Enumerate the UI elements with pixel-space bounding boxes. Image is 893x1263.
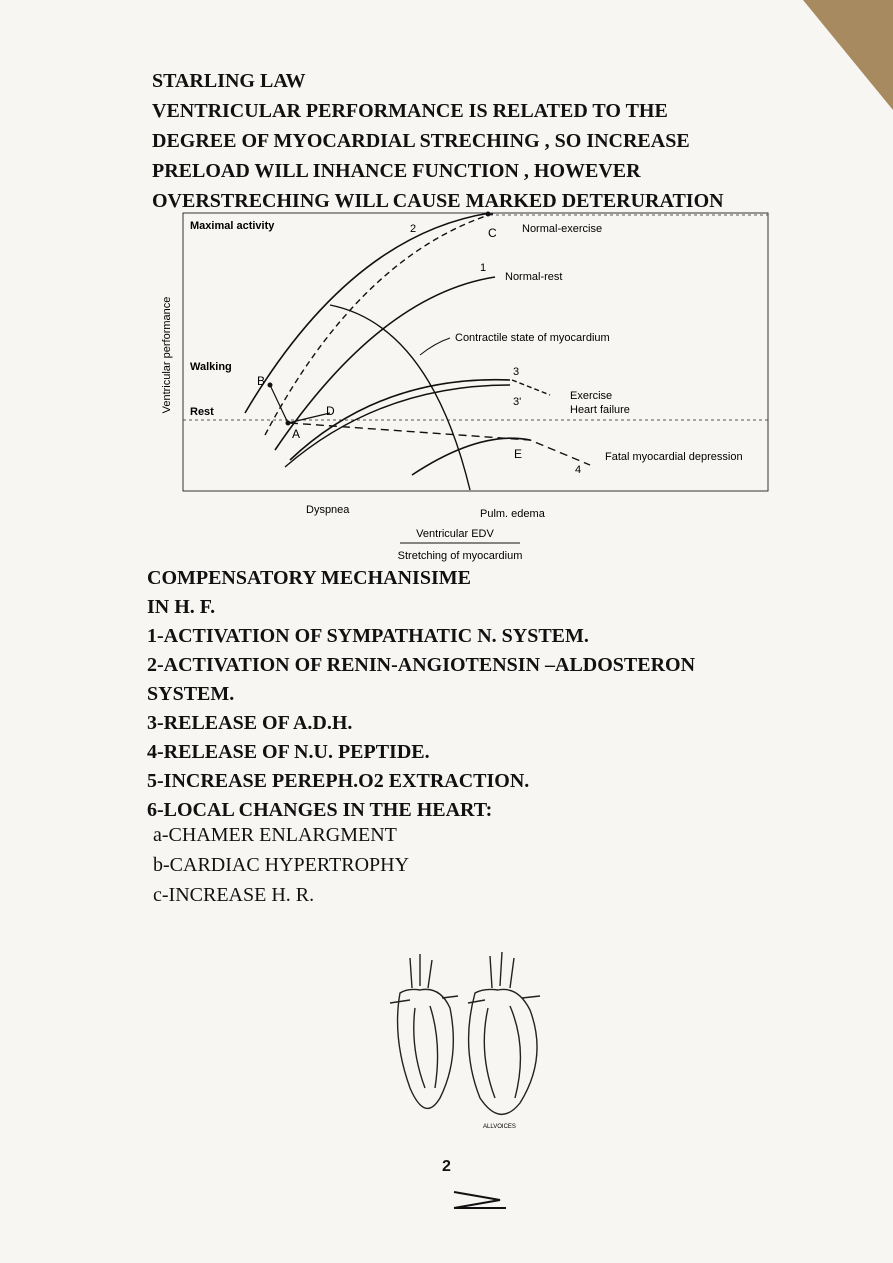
series-label-fatal: Fatal myocardial depression bbox=[605, 451, 743, 463]
point-c-dot bbox=[486, 212, 491, 217]
curve-fatal-depression bbox=[412, 438, 530, 475]
normal-heart-drawing bbox=[390, 954, 458, 1108]
series-number-4: 4 bbox=[575, 464, 582, 476]
curve-exercise-dashed bbox=[512, 380, 550, 395]
heading-line: DEGREE OF MYOCARDIAL STRECHING , SO INCREASE bbox=[152, 130, 690, 152]
compensatory-item: 6-LOCAL CHANGES IN THE HEART: bbox=[147, 799, 493, 821]
point-label-d: D bbox=[326, 404, 335, 418]
compensatory-item: 1-ACTIVATION OF SYMPATHATIC N. SYSTEM. bbox=[147, 625, 589, 647]
series-label-normal-rest: Normal-rest bbox=[505, 271, 563, 283]
contractile-leader bbox=[420, 338, 450, 355]
heading-line: VENTRICULAR PERFORMANCE IS RELATED TO THE bbox=[152, 100, 668, 122]
footer-mark bbox=[450, 1188, 510, 1217]
y-marker-maximal: Maximal activity bbox=[190, 220, 275, 232]
heading-line: STARLING LAW bbox=[152, 70, 306, 92]
cross-arc bbox=[330, 305, 470, 490]
series-number-3prime: 3' bbox=[513, 396, 522, 408]
compensatory-item: 4-RELEASE OF N.U. PEPTIDE. bbox=[147, 741, 430, 763]
series-number-1: 1 bbox=[480, 262, 487, 274]
local-change-item: a-CHAMER ENLARGMENT bbox=[153, 824, 397, 846]
series-number-2: 2 bbox=[410, 223, 417, 235]
image-credit: ALLVOICES bbox=[483, 1124, 516, 1130]
enlarged-heart-drawing bbox=[468, 952, 540, 1114]
point-label-a: A bbox=[292, 427, 301, 441]
point-b-dot bbox=[268, 383, 273, 388]
starling-curve-chart bbox=[150, 205, 770, 565]
page-corner-shadow bbox=[803, 0, 893, 110]
series-number-3: 3 bbox=[513, 366, 520, 378]
curve-heart-failure bbox=[285, 385, 510, 467]
x-tick-dyspnea: Dyspnea bbox=[306, 504, 350, 516]
compensatory-block bbox=[147, 564, 787, 825]
annotation-contractile: Contractile state of myocardium bbox=[455, 332, 610, 344]
plot-frame bbox=[183, 213, 768, 491]
heading-line: PRELOAD WILL INHANCE FUNCTION , HOWEVER bbox=[152, 160, 641, 182]
heading-block bbox=[152, 66, 792, 216]
y-marker-walking: Walking bbox=[190, 361, 232, 373]
heart-illustration bbox=[380, 948, 560, 1133]
point-a-dot bbox=[286, 421, 291, 426]
compensatory-title: COMPENSATORY MECHANISIME bbox=[147, 567, 471, 589]
local-changes-list bbox=[153, 820, 409, 910]
point-label-c: C bbox=[488, 226, 497, 240]
page-number: 2 bbox=[442, 1158, 451, 1175]
series-label-normal-exercise: Normal-exercise bbox=[522, 223, 603, 235]
compensatory-item: 3-RELEASE OF A.D.H. bbox=[147, 712, 353, 734]
x-axis-sublabel: Stretching of myocardium bbox=[397, 550, 523, 562]
compensatory-item: 5-INCREASE PEREPH.O2 EXTRACTION. bbox=[147, 770, 530, 792]
heading-line: OVERSTRECHING WILL CAUSE MARKED DETERURATION bbox=[152, 190, 724, 212]
y-marker-rest: Rest bbox=[190, 406, 214, 418]
compensatory-item: SYSTEM. bbox=[147, 683, 235, 705]
series-label-heart-failure: Heart failure bbox=[570, 404, 630, 416]
y-axis-label: Ventricular performance bbox=[161, 296, 173, 414]
local-change-item: b-CARDIAC HYPERTROPHY bbox=[153, 854, 410, 876]
local-change-item: c-INCREASE H. R. bbox=[153, 884, 315, 906]
compensatory-title: IN H. F. bbox=[147, 596, 216, 618]
point-b-lines bbox=[270, 385, 330, 423]
point-label-b: B bbox=[257, 374, 266, 388]
series-label-exercise: Exercise bbox=[570, 390, 613, 402]
x-axis-label: Ventricular EDV bbox=[416, 528, 494, 540]
x-tick-pulm-edema: Pulm. edema bbox=[480, 508, 545, 520]
compensatory-item: 2-ACTIVATION OF RENIN-ANGIOTENSIN –ALDOSTERON bbox=[147, 654, 696, 676]
point-label-e: E bbox=[514, 447, 523, 461]
